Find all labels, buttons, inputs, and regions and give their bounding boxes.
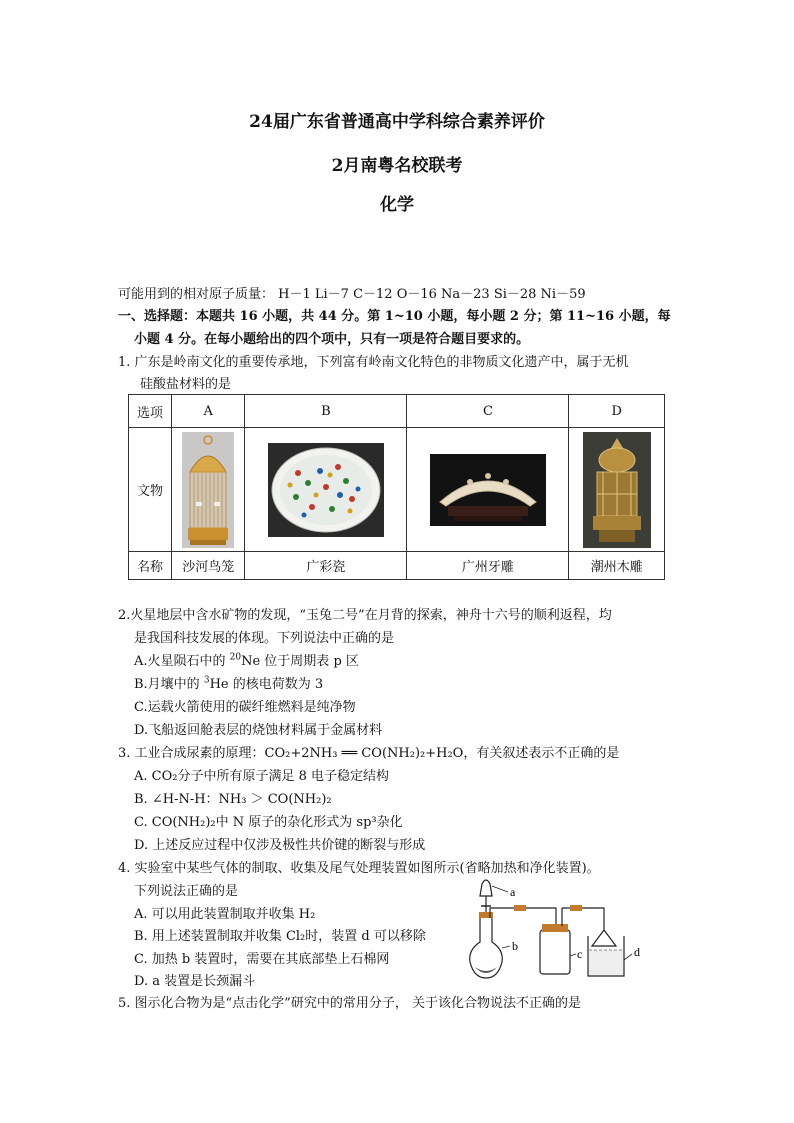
gas-bottle: [540, 930, 570, 974]
option-c: C: [407, 395, 569, 428]
name-c: 广州牙雕: [407, 552, 569, 580]
section1-heading: 一、选择题：本题共 16 小题，共 44 分。第 1~10 小题，每小题 2 分；第 11~16 小题，每: [118, 309, 671, 324]
q2-option-a: A.火星陨石中的 $^{20}$Ne 位于周期表 p 区: [134, 652, 359, 669]
exam-title: 24届广东省普通高中学科综合素养评价: [249, 112, 545, 132]
row-label-artifact: 文物: [129, 428, 172, 552]
q3-option-b: B. ∠H-N-H：NH₃ ＞ CO(NH₂)₂: [134, 792, 332, 807]
subject-title: 化学: [380, 195, 414, 215]
option-a: A: [172, 395, 245, 428]
label-a: a: [510, 885, 516, 899]
q4-stem-cont: 下列说法正确的是: [134, 884, 239, 899]
q4-option-a: A. 可以用此装置制取并收集 H₂: [134, 907, 316, 922]
label-c: c: [577, 947, 583, 961]
artifact-d-cell: [569, 428, 665, 552]
q3-option-a: A. CO₂分子中所有原子满足 8 电子稳定结构: [134, 769, 390, 784]
q3-stem: 3. 工业合成尿素的原理：CO₂+2NH₃ ══ CO(NH₂)₂+H₂O，有关叙述表示不正确的是: [118, 746, 620, 761]
round-flask: [470, 916, 503, 978]
artifact-c-cell: [407, 428, 569, 552]
q1-stem-cont: 硅酸盐材料的是: [140, 377, 232, 392]
q2-option-b: B.月壤中的 $^3$He 的核电荷数为 3: [134, 675, 324, 692]
q4-stem: 4. 实验室中某些气体的制取、收集及尾气处理装置如图所示(省略加热和净化装置)。: [118, 861, 600, 876]
artifact-b-cell: [245, 428, 407, 552]
q5-stem: 5. 图示化合物为是“点击化学”研究中的常用分子， 关于该化合物说法不正确的是: [118, 996, 581, 1011]
label-d: d: [634, 945, 640, 959]
atomic-masses: 可能用到的相对原子质量： H－1 Li－7 C－12 O－16 Na－23 Si－28 Ni－59: [118, 287, 586, 302]
option-d: D: [569, 395, 665, 428]
porcelain-plate-image: [268, 443, 384, 537]
gas-apparatus-diagram: [462, 872, 672, 984]
exam-subtitle: 2月南粤名校联考: [331, 156, 463, 176]
separatory-funnel: [480, 880, 492, 896]
wood-carving-image: [583, 432, 651, 548]
label-b: b: [512, 939, 518, 953]
artifact-a-cell: [172, 428, 245, 552]
row-label-name: 名称: [129, 552, 172, 580]
row-label-option: 选项: [129, 395, 172, 428]
name-a: 沙河鸟笼: [172, 552, 245, 580]
q1-stem: 1. 广东是岭南文化的重要传承地，下列富有岭南文化特色的非物质文化遗产中，属于无机: [118, 355, 629, 370]
q3-option-d: D. 上述反应过程中仅涉及极性共价键的断裂与形成: [134, 838, 426, 853]
q2-option-d: D.飞船返回舱表层的烧蚀材料属于金属材料: [134, 723, 383, 738]
q3-option-c: C. CO(NH₂)₂中 N 原子的杂化形式为 sp³杂化: [134, 815, 403, 830]
ivory-carving-image: [430, 454, 546, 526]
option-b: B: [245, 395, 407, 428]
q2-stem-cont: 是我国科技发展的体现。下列说法中正确的是: [134, 631, 395, 646]
q1-table: [128, 394, 665, 580]
name-d: 潮州木雕: [569, 552, 665, 580]
q4-option-b: B. 用上述装置制取并收集 Cl₂时，装置 d 可以移除: [134, 929, 426, 944]
birdcage-image: [182, 432, 234, 548]
q4-option-d: D. a 装置是长颈漏斗: [134, 974, 256, 989]
name-b: 广彩瓷: [245, 552, 407, 580]
section1-heading-cont: 小题 4 分。在每小题给出的四个项中，只有一项是符合题目要求的。: [134, 332, 530, 347]
q2-option-c: C.运载火箭使用的碳纤维燃料是纯净物: [134, 700, 356, 715]
q4-option-c: C. 加热 b 装置时，需要在其底部垫上石棉网: [134, 952, 390, 967]
q2-stem: 2.火星地层中含水矿物的发现，“玉兔二号”在月背的探索，神舟十六号的顺利返程，均: [118, 608, 612, 623]
